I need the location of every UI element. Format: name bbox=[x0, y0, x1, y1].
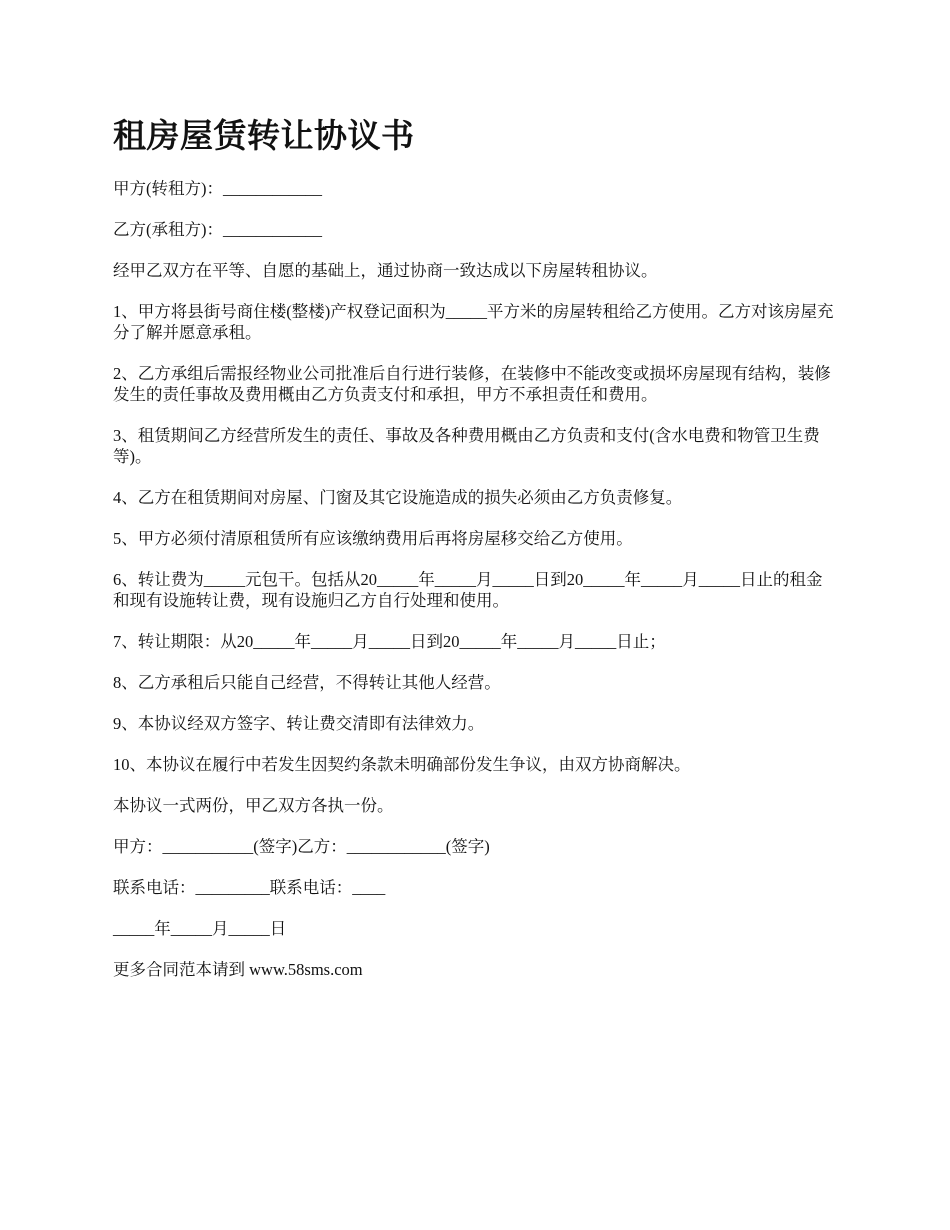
clause-8: 8、乙方承租后只能自己经营，不得转让其他人经营。 bbox=[113, 673, 501, 692]
party-b-line: 乙方(承租方)：____________ bbox=[113, 220, 322, 239]
clause-4: 4、乙方在租赁期间对房屋、门窗及其它设施造成的损失必须由乙方负责修复。 bbox=[113, 488, 683, 507]
clause-10: 10、本协议在履行中若发生因契约条款未明确部份发生争议，由双方协商解决。 bbox=[113, 755, 691, 774]
clause-1: 1、甲方将县街号商住楼(整楼)产权登记面积为_____平方米的房屋转租给乙方使用。乙方对该房屋充分了解并愿意承租。 bbox=[113, 302, 834, 342]
date-line: _____年_____月_____日 bbox=[113, 919, 287, 938]
clause-9: 9、本协议经双方签字、转让费交清即有法律效力。 bbox=[113, 714, 485, 733]
clause-5: 5、甲方必须付清原租赁所有应该缴纳费用后再将房屋移交给乙方使用。 bbox=[113, 529, 633, 548]
clause-2: 2、乙方承组后需报经物业公司批准后自行进行装修，在装修中不能改变或损坏房屋现有结构，装修发生的责任事故及费用概由乙方负责支付和承担，甲方不承担责任和费用。 bbox=[113, 364, 831, 404]
signature-line: 甲方：___________(签字)乙方：____________(签字) bbox=[113, 837, 490, 856]
clause-7: 7、转让期限：从20_____年_____月_____日到20_____年_____月_____日止； bbox=[113, 632, 666, 651]
intro-paragraph: 经甲乙双方在平等、自愿的基础上，通过协商一致达成以下房屋转租协议。 bbox=[113, 261, 658, 280]
copies-statement: 本协议一式两份，甲乙双方各执一份。 bbox=[113, 796, 394, 815]
document-page bbox=[113, 112, 838, 1000]
clause-3: 3、租赁期间乙方经营所发生的责任、事故及各种费用概由乙方负责和支付(含水电费和物管卫生费等)。 bbox=[113, 426, 820, 466]
phone-line: 联系电话：_________联系电话：____ bbox=[113, 878, 386, 897]
footer-note: 更多合同范本请到 www.58sms.com bbox=[113, 960, 363, 979]
party-a-line: 甲方(转租方)：____________ bbox=[113, 179, 322, 198]
clause-6: 6、转让费为_____元包干。包括从20_____年_____月_____日到20_____年_____月_____日止的租金和现有设施转让费，现有设施归乙方自行处理和使用。 bbox=[113, 570, 823, 610]
document-title: 租房屋赁转让协议书 bbox=[113, 116, 415, 155]
